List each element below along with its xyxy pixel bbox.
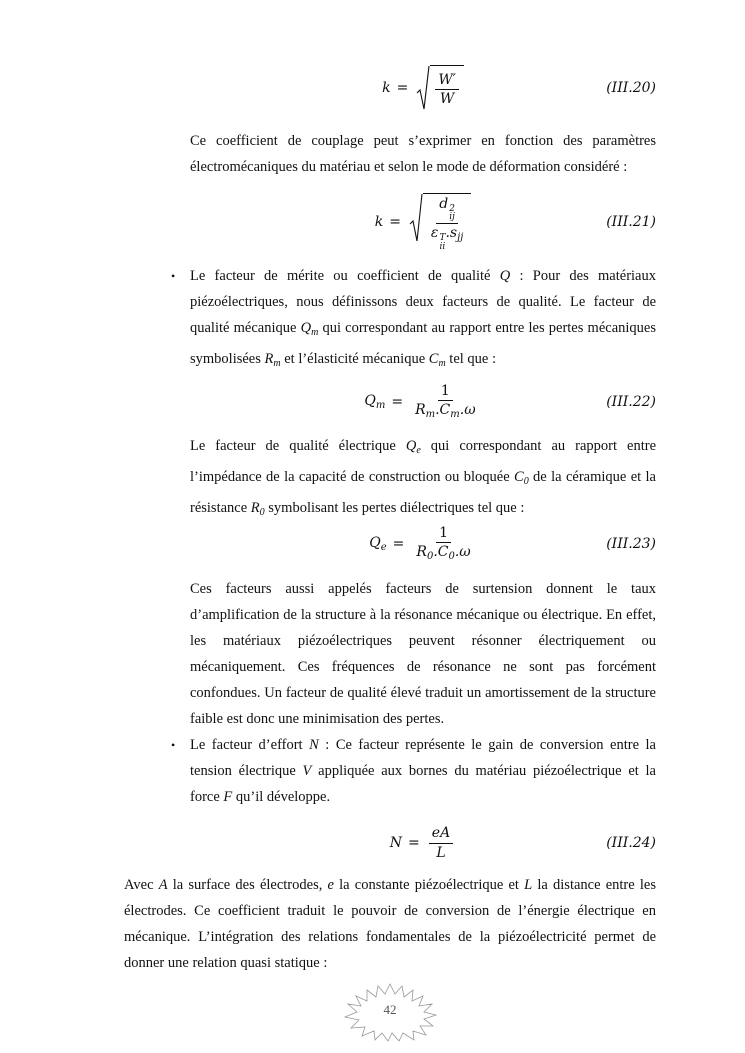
- equation-iii-21: k = d 2 ij ε T ii $.s_{jj}$ (III.21): [190, 196, 656, 248]
- eq24-label: (III.24): [606, 835, 656, 851]
- page-number: 42: [383, 1002, 397, 1017]
- eq20-denominator: W: [439, 91, 455, 107]
- eq24-numerator: eA: [429, 825, 453, 843]
- paragraph-quality-factor: Le facteur de mérite ou coefficient de qualité Q : Pour des matériaux piézoélectriques, nous définissons deux facteurs de qualité. Le facteur de qualité mécanique $Q_m$ qui correspondant au rapport entre les pertes mécaniques symbolisées $R_m$ et l’élasticité mécanique $C_m$ tel que :: [190, 268, 656, 369]
- eq22-denominator: $R_m.C_m.\omega$: [415, 402, 476, 421]
- eq21-numerator: d 2 ij: [436, 196, 458, 224]
- bullet-marker: •: [171, 269, 176, 283]
- equation-iii-24: N = $\frac{eA}{L}$ (III.24): [389, 825, 656, 861]
- eq22-lhs: $Q_m$: [364, 393, 386, 411]
- paragraph-electrical-quality: Le facteur de qualité électrique $Q_e$ qui correspondant au rapport entre l’impédance de la capacité de construction ou bloquée $C_0$ de la céramique et la résistance $R_0$ symbolisant les pertes diélectriques tel que :: [190, 438, 657, 518]
- eq20-fraction: [435, 72, 459, 107]
- eq21-denominator: ε T ii $.s_{jj}$: [430, 225, 464, 252]
- eq23-label: (III.23): [606, 536, 656, 552]
- eq20-lhs: k: [382, 80, 391, 96]
- eq23-numerator: 1: [436, 525, 451, 543]
- eq20-numerator: W′: [435, 72, 459, 90]
- sqrt-symbol: [409, 193, 471, 251]
- eq23-fraction: [413, 525, 473, 563]
- paragraph-surtension: Ces facteurs aussi appelés facteurs de surtension donnent le taux d’amplification de la structure à la résonance mécanique ou électrique. En effet, les matériaux piézoélectriques peuvent résonner électriquement ou mécaniquement. Ces fréquences de résonance ne sont pas forcément confondues. Un facteur de qualité élevé traduit un amortissement de la structure faible est donc une minimisation des pertes.: [190, 581, 656, 727]
- eq23-lhs: $Q_e$: [369, 535, 387, 553]
- equation-iii-22: $Q_m$ = $\frac{1}{R_m.C_m.\omega}$ (III.22): [364, 383, 656, 421]
- eq21-label: (III.21): [606, 214, 656, 230]
- eq21-lhs: k: [374, 214, 384, 230]
- eq24-fraction: [429, 825, 453, 860]
- eq23-denominator: $R_0.C_0.\omega$: [416, 544, 471, 563]
- eq22-fraction: [412, 383, 479, 421]
- bullet-marker: •: [171, 738, 176, 752]
- eq22-numerator: 1: [438, 383, 453, 401]
- equation-iii-23: $Q_e$ = $\frac{1}{R_0.C_0.\omega}$ (III.23): [369, 525, 656, 563]
- eq21-fraction: [428, 196, 466, 251]
- eq24-denominator: L: [436, 844, 446, 861]
- eq24-lhs: N: [389, 835, 403, 851]
- paragraph-coupling: Ce coefficient de couplage peut s’exprimer en fonction des paramètres électromécaniques du matériau et selon le mode de déformation considéré :: [190, 133, 656, 175]
- eq22-label: (III.22): [606, 394, 656, 410]
- sqrt-symbol: [416, 65, 464, 111]
- equation-iii-20: k = $\frac{W'}{W}$ (III.20): [190, 63, 656, 113]
- paragraph-effort-factor: Le facteur d’effort N : Ce facteur représente le gain de conversion entre la tension électrique V appliquée aux bornes du matériau piézoélectrique et la force F qu’il développe.: [190, 737, 656, 805]
- eq20-label: (III.20): [606, 80, 656, 96]
- paragraph-conclusion: Avec A la surface des électrodes, e la constante piézoélectrique et L la distance entre les électrodes. Ce coefficient traduit le pouvoir de conversion de l’énergie électrique en mécanique. L’intégration des relations fondamentales de la piézoélectricité permet de donner une relation quasi statique :: [124, 877, 656, 971]
